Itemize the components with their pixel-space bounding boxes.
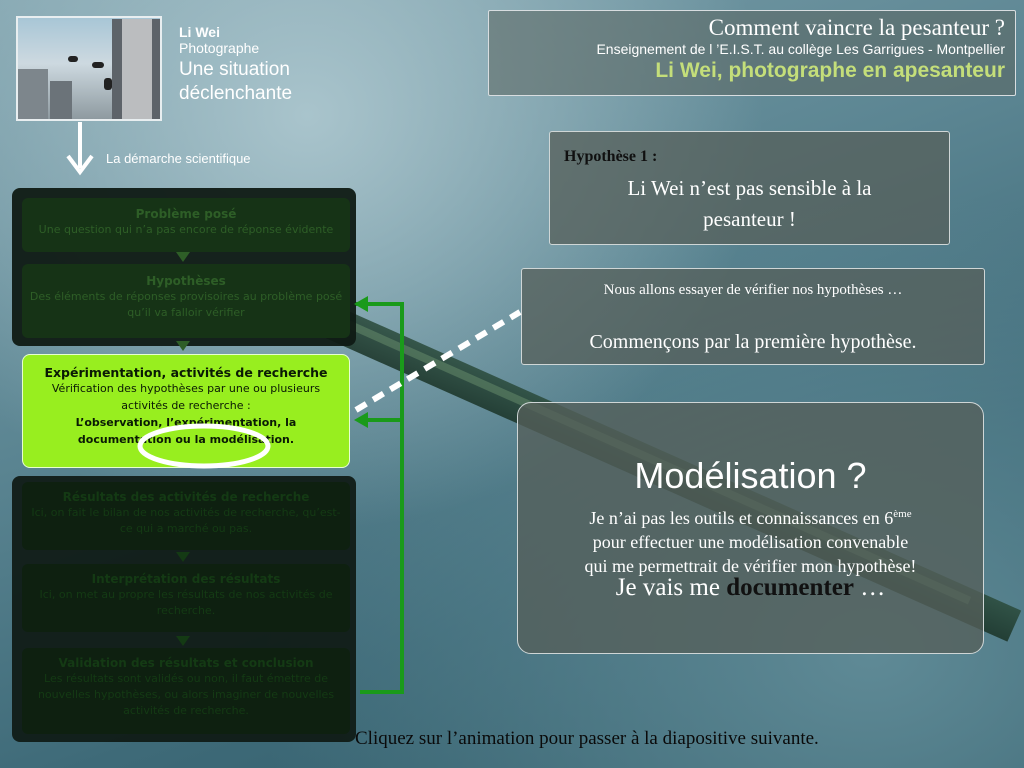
- modelisation-line-3: qui me permettrait de vérifier mon hypothèse!: [584, 556, 917, 576]
- step-connector-icon: [176, 552, 190, 564]
- photographer-role: Photographe: [179, 40, 260, 56]
- step-title: Expérimentation, activités de recherche: [44, 365, 328, 380]
- action-suffix: …: [853, 574, 886, 601]
- step-probleme[interactable]: [22, 198, 350, 252]
- demarche-label: La démarche scientifique: [106, 151, 251, 166]
- step-connector-icon: [176, 341, 190, 353]
- step-interpretation[interactable]: [22, 564, 350, 632]
- step-title: Hypothèses: [146, 274, 226, 288]
- step-desc: Les résultats sont validés ou non, il faut émettre de nouvelles hypothèses, ou alors imaginer de nouvelles activités de recherche.: [37, 672, 335, 717]
- step-desc: Des éléments de réponses provisoires au problème posé qu’il va falloir vérifier: [29, 290, 343, 319]
- modelisation-line-1: Je n’ai pas les outils et connaissances en 6: [589, 508, 894, 528]
- step-hypotheses[interactable]: [22, 264, 350, 338]
- step-title: Validation des résultats et conclusion: [58, 656, 314, 670]
- hypothesis-line-2: pesanteur !: [703, 207, 796, 231]
- photographer-name: Li Wei: [179, 24, 220, 40]
- highlight-ellipse: [136, 422, 272, 470]
- hypothesis-line-1: Li Wei n’est pas sensible à la: [627, 176, 872, 200]
- step-desc-2: L’observation, l’expérimentation, la documentation ou la modélisation.: [75, 416, 297, 446]
- slide-title: Comment vaincre la pesanteur ?: [708, 15, 1005, 40]
- hypothesis-label: Hypothèse 1 :: [564, 148, 658, 165]
- slide-tagline: Li Wei, photographe en apesanteur: [655, 59, 1005, 82]
- modelisation-sup: ème: [893, 508, 912, 520]
- slide-subtitle: Enseignement de l ’E.I.S.T. au collège Les Garrigues - Montpellier: [596, 41, 1005, 57]
- action-prefix: Je vais me: [615, 574, 727, 601]
- modelisation-box: [517, 402, 984, 654]
- title-box: [488, 10, 1016, 96]
- li-wei-photo[interactable]: [16, 16, 162, 121]
- step-desc-1: Vérification des hypothèses par une ou plusieurs activités de recherche :: [51, 382, 321, 412]
- modelisation-text: [518, 502, 983, 578]
- verify-line-2: Commençons par la première hypothèse.: [589, 331, 917, 353]
- down-arrow-icon: [64, 122, 96, 178]
- step-connector-icon: [176, 252, 190, 264]
- step-connector-icon: [176, 636, 190, 648]
- step-title: Interprétation des résultats: [91, 572, 281, 586]
- next-slide-instruction[interactable]: Cliquez sur l’animation pour passer à la diapositive suivante.: [355, 728, 819, 749]
- step-desc: Une question qui n’a pas encore de réponse évidente: [38, 223, 334, 236]
- step-desc: Ici, on fait le bilan de nos activités de recherche, qu’est-ce qui a marché ou pas.: [31, 506, 341, 535]
- step-resultats[interactable]: [22, 482, 350, 550]
- modelisation-title: Modélisation ?: [634, 455, 867, 496]
- hypothesis-box: [549, 131, 950, 245]
- action-bold: documenter: [726, 574, 854, 601]
- verify-box: [521, 268, 985, 365]
- hypothesis-text: [550, 173, 949, 235]
- step-title: Problème posé: [135, 207, 237, 221]
- verify-line-1: Nous allons essayer de vérifier nos hypothèses …: [603, 282, 903, 298]
- callout-dotted-line: [350, 306, 525, 416]
- step-desc: Ici, on met au propre les résultats de nos activités de recherche.: [39, 588, 333, 617]
- step-title: Résultats des activités de recherche: [62, 490, 310, 504]
- situation-line-1: Une situation: [179, 59, 290, 80]
- step-validation[interactable]: [22, 648, 350, 734]
- modelisation-line-2: pour effectuer une modélisation convenable: [592, 532, 909, 552]
- intro-block: [179, 24, 292, 106]
- modelisation-action: [518, 574, 983, 602]
- situation-line-2: déclenchante: [179, 83, 293, 104]
